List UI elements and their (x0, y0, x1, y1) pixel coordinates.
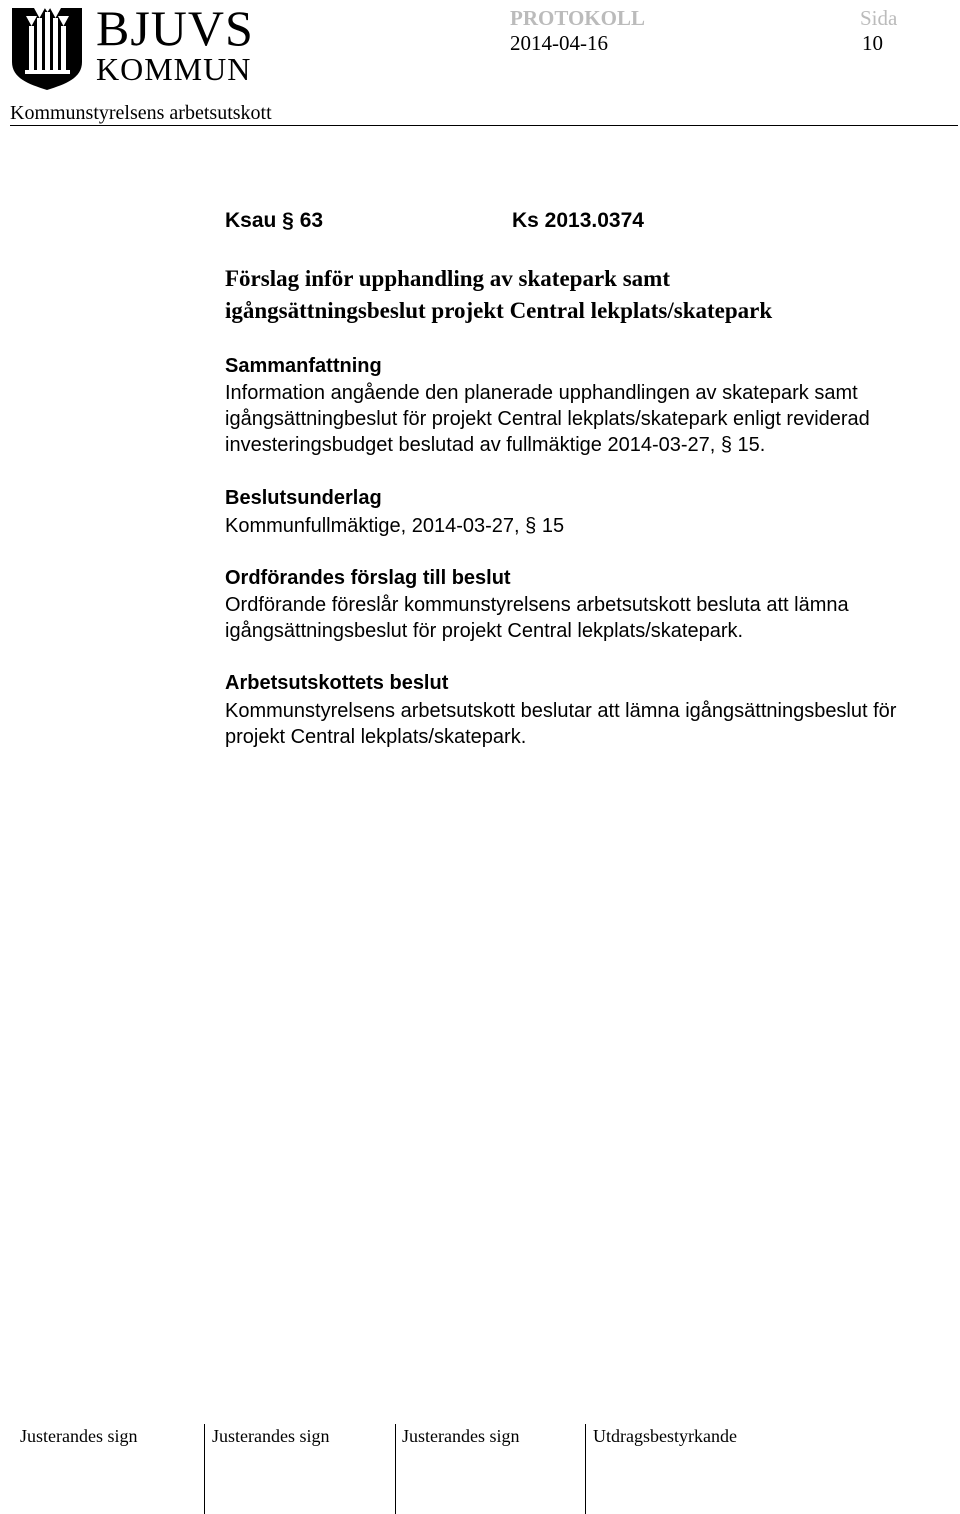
logo-subtitle: KOMMUN (96, 51, 252, 87)
basis-heading: Beslutsunderlag (225, 487, 382, 509)
text-line: Kommunstyrelsens arbetsutskott beslutar att lämna igångsättningsbeslut för (225, 700, 897, 722)
text-line: Information angående den planerade upphandlingen av skatepark samt (225, 382, 858, 404)
sign-label-1: Justerandes sign (20, 1426, 138, 1446)
page-number: 10 (862, 31, 883, 55)
basis-text (225, 513, 564, 539)
committee-name: Kommunstyrelsens arbetsutskott (10, 102, 272, 124)
extract-certified-label: Utdragsbestyrkande (593, 1426, 737, 1446)
municipality-emblem-icon (8, 4, 86, 90)
decision-heading: Arbetsutskottets beslut (225, 672, 449, 694)
summary-text (225, 380, 870, 458)
signature-divider (395, 1424, 396, 1514)
proposal-text (225, 592, 849, 644)
summary-heading: Sammanfattning (225, 355, 382, 377)
ksau-reference: Ksau § 63 (225, 209, 324, 232)
signature-divider (585, 1424, 586, 1514)
page-label: Sida (860, 6, 898, 30)
ks-reference: Ks 2013.0374 (512, 209, 644, 232)
signature-divider (204, 1424, 205, 1514)
text-line: igångsättningsbeslut för projekt Central lekplats/skatepark. (225, 620, 744, 642)
text-line: Ordförande föreslår kommunstyrelsens arbetsutskott besluta att lämna (225, 594, 849, 616)
proposal-heading: Ordförandes förslag till beslut (225, 567, 511, 589)
page-title (225, 263, 772, 327)
logo-name: BJUVS (96, 0, 254, 56)
header-divider (10, 125, 958, 126)
title-line: igångsättningsbeslut projekt Central lekplats/skatepark (225, 298, 773, 323)
text-line: investeringsbudget beslutad av fullmäktige 2014-03-27, § 15. (225, 434, 766, 456)
sign-label-3: Justerandes sign (402, 1426, 520, 1446)
text-line: igångsättningbeslut för projekt Central lekplats/skatepark enligt reviderad (225, 408, 870, 430)
text-line: projekt Central lekplats/skatepark. (225, 726, 527, 748)
meeting-date: 2014-04-16 (510, 31, 608, 55)
decision-text (225, 698, 896, 750)
sign-label-2: Justerandes sign (212, 1426, 330, 1446)
text-line: Kommunfullmäktige, 2014-03-27, § 15 (225, 515, 565, 537)
document-type: PROTOKOLL (510, 6, 645, 30)
title-line: Förslag inför upphandling av skatepark samt (225, 266, 670, 291)
